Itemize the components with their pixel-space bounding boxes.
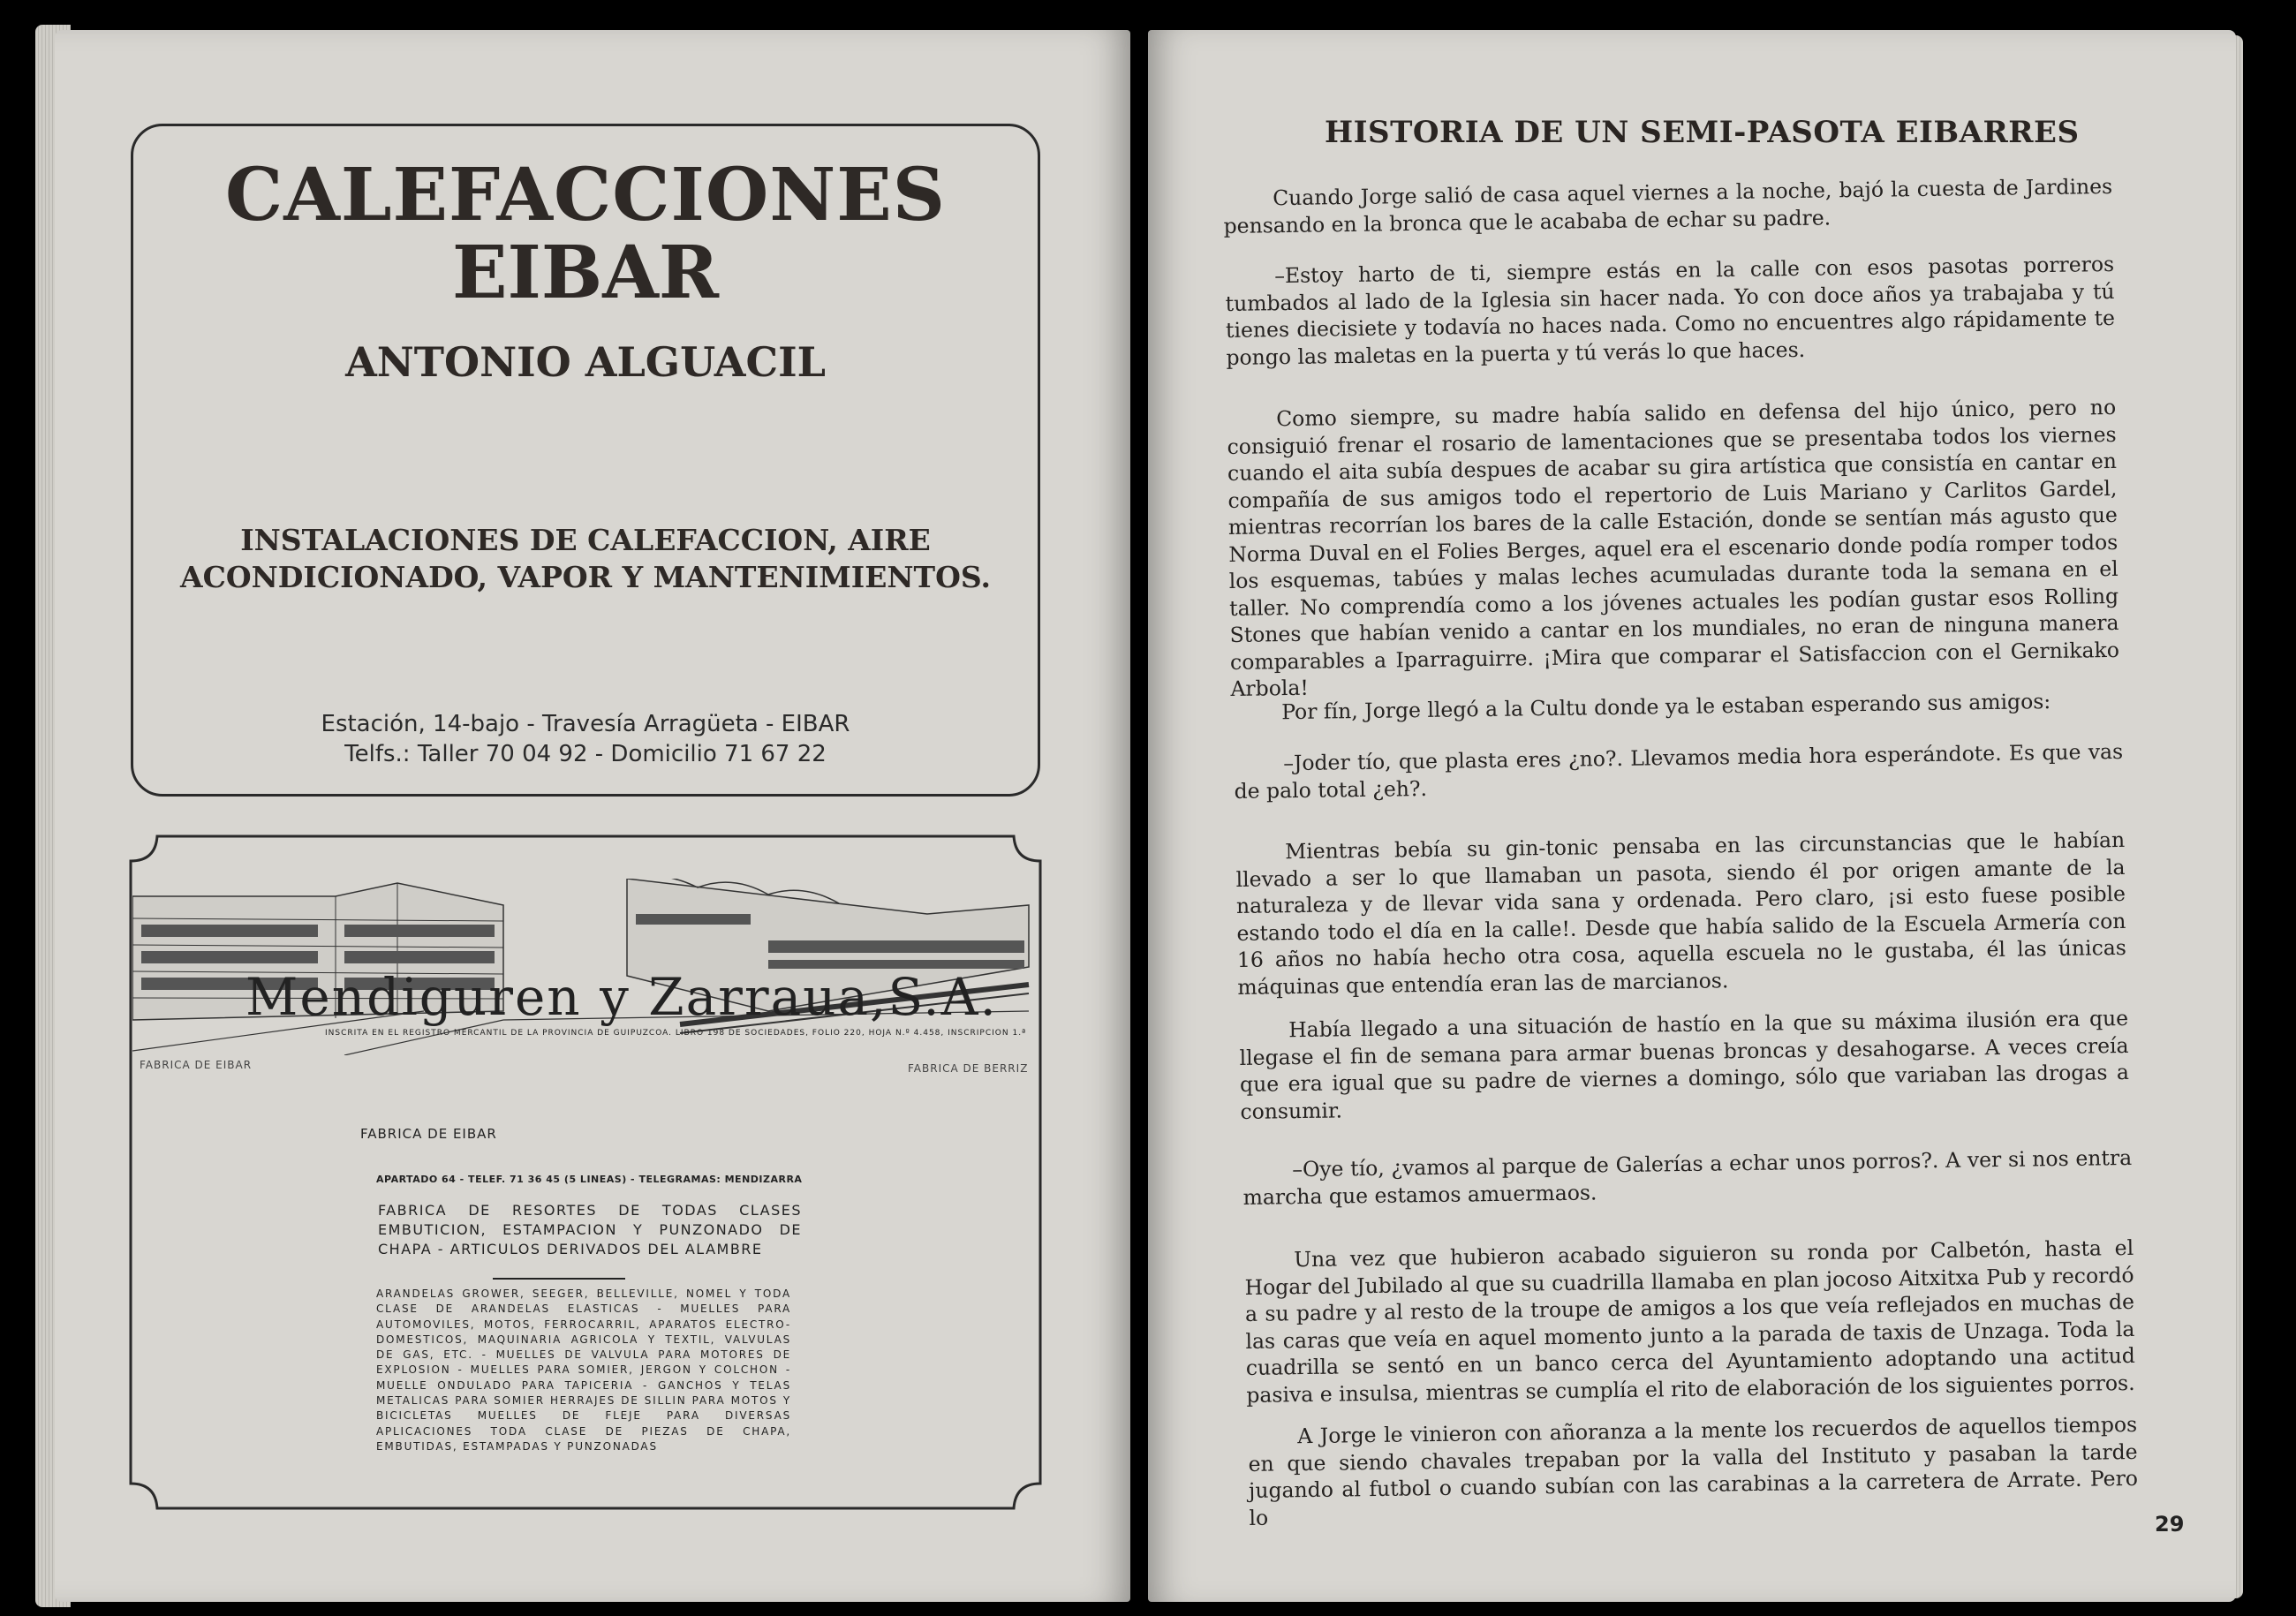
registration-text: INSCRITA EN EL REGISTRO MERCANTIL DE LA PROVINCIA DE GUIPUZCOA. LIBRO 198 DE SOCIEDADES, FOLIO 220, HOJA N.º 4.458, INSCRIPCION 1.ª	[325, 1029, 1027, 1038]
article-title: HISTORIA DE UN SEMI-PASOTA EIBARRES	[1325, 115, 2080, 150]
paragraph: Había llegado a una situación de hastío en la que su máxima ilusión era que llegase el fin de semana para armar buenas broncas y desahogarse. A veces creía que era igual que su padre de viernes a domingo, sólo que variaban las drogas a consumir.	[1239, 1005, 2130, 1124]
products-summary: FABRICA DE RESORTES DE TODAS CLASES EMBUTICION, ESTAMPACION Y PUNZONADO DE CHAPA - ARTICULOS DERIVADOS DEL ALAMBRE	[378, 1202, 802, 1257]
paragraph: Cuando Jorge salió de casa aquel viernes a la noche, bajó la cuesta de Jardines pensando en la bronca que le acababa de echar su padre.	[1223, 173, 2113, 238]
paragraph: A Jorge le vinieron con añoranza a la mente los recuerdos de aquellos tiempos en que siendo chavales trepaban por la valla del Instituto y pasaban la tarde jugando al futbol o cuando subían con las carabinas a la carretera de Arrate. Pero lo	[1248, 1411, 2139, 1530]
products-list: ARANDELAS GROWER, SEEGER, BELLEVILLE, NOMEL Y TODA CLASE DE ARANDELAS ELASTICAS - MUELLES PARA AUTOMOVILES, MOTOS, FERROCARRIL, APARATOS ELECTRO-DOMESTICOS, MAQUINARIA AGRICOLA Y TEXTIL, VALVULAS DE GAS, ETC. - MUELLES DE VALVULA PARA MOTORES DE EXPLOSION - MUELLES PARA SOMIER, JERGON Y COLCHON - MUELLE ONDULADO PARA TAPICERIA - GANCHOS Y TELAS METALICAS PARA SOMIER HERRAJES DE SILLIN PARA MOTOS Y BICICLETAS MUELLES DE FLEJE PARA DIVERSAS APLICACIONES TODA CLASE DE PIEZAS DE CHAPA, EMBUTIDAS, ESTAMPADAS Y PUNZONADAS	[376, 1288, 791, 1453]
ad-services-line1: INSTALACIONES DE CALEFACCION, AIRE	[240, 523, 931, 557]
paragraph: Como siempre, su madre había salido en defensa del hijo único, pero no consiguió frenar el rosario de lamentaciones que se presentaba todos los viernes cuando el aita subía despues de acabar su gira artística que consistía en cantar en compañía de sus amigos todo el repertorio de Luis Mariano y Carlitos Gardel, mientras recorrían los bares de la calle Estación, donde se sentían más agusto que Norma Duval en el Folies Berges, aquel era el escenario donde podía romper todos los esquemas, tabúes y malas leches acumuladas durante toda la semana en el taller. No comprendía como a los jóvenes actuales les podían gustar esos Rolling Stones que habían venido a cantar en los mundiales, no eran de ninguna manera comparables a Iparraguirre. ¡Mira que comparar el Satisfaccion con el Gernikako Arbola!	[1227, 394, 2120, 701]
paragraph: –Joder tío, que plasta eres ¿no?. Llevamos media hora esperándote. Es que vas de palo total ¿eh?.	[1234, 738, 2124, 804]
ad-services	[133, 522, 1038, 596]
page-number: 29	[2155, 1512, 2185, 1537]
ad-address: Estación, 14-bajo - Travesía Arragüeta - EIBAR	[321, 711, 850, 737]
ad-mendiguren-zarraua	[122, 834, 1049, 1510]
ad-name-line2: EIBAR	[452, 230, 719, 315]
divider	[493, 1278, 625, 1280]
paragraph: Una vez que hubieron acabado siguieron su ronda por Calbetón, hasta el Hogar del Jubilado al que su cuadrilla llamaba en plan jocoso Aitxitxa Pub y recordó a su padre y al resto de la troupe de amigos a los que veía reflejados en muchas de las caras que veía en aquel momento junto a la parada de taxis de Unzaga. Toda la cuadrilla se sentó en un banco cerca del Ayuntamiento adoptando una actitud pasiva e insulsa, mientras se cumplía el rito de elaboración de los siguientes porros.	[1244, 1235, 2136, 1408]
paragraph: Por fín, Jorge llegó a la Cultu donde ya le estaban esperando sus amigos:	[1281, 689, 2051, 725]
company-name: Mendiguren y Zarraua,S.A.	[245, 967, 998, 1027]
paragraph: –Oye tío, ¿vamos al parque de Galerías a echar unos porros?. A ver si nos entra marcha que estamos amuermaos.	[1242, 1144, 2133, 1210]
fabrica-eibar-heading: FABRICA DE EIBAR	[360, 1126, 497, 1142]
paragraph: –Estoy harto de ti, siempre estás en la calle con esos pasotas porreros tumbados al lado de la Iglesia sin hacer nada. Yo con doce años ya trabajaba y tú tienes diecisiete y todavía no haces nada. Como no encuentres algo rápidamente te pongo las maletas en la puerta y tú verás lo que haces.	[1225, 251, 2116, 370]
ad-phones: Telfs.: Taller 70 04 92 - Domicilio 71 67 22	[344, 741, 827, 767]
label-fabrica-eibar: FABRICA DE EIBAR	[140, 1059, 253, 1071]
contact-line: APARTADO 64 - TELEF. 71 36 45 (5 LINEAS) - TELEGRAMAS: MENDIZARRA	[376, 1174, 803, 1185]
paragraph: Mientras bebía su gin-tonic pensaba en las circunstancias que le habían llevado a ser lo que llamaban un pasota, siendo él por origen amante de la naturaleza y de llevar vida sana y ordenada. Pero claro, ¡si esto fuese posible estando todo el día en la calle!. Desde que había salido de la Escuela Armería con 16 años no había hecho otra cosa, aquella escuela no le gustaba, él las únicas máquinas que entendía eran las de marcianos.	[1235, 827, 2127, 1000]
ad-services-line2: ACONDICIONADO, VAPOR Y MANTENIMIENTOS.	[180, 560, 991, 594]
ad-name-line1: CALEFACCIONES	[224, 153, 947, 238]
ad-owner: ANTONIO ALGUACIL	[345, 338, 826, 386]
label-fabrica-berriz: FABRICA DE BERRIZ	[908, 1062, 1029, 1075]
ad-calefacciones-eibar	[131, 124, 1040, 797]
